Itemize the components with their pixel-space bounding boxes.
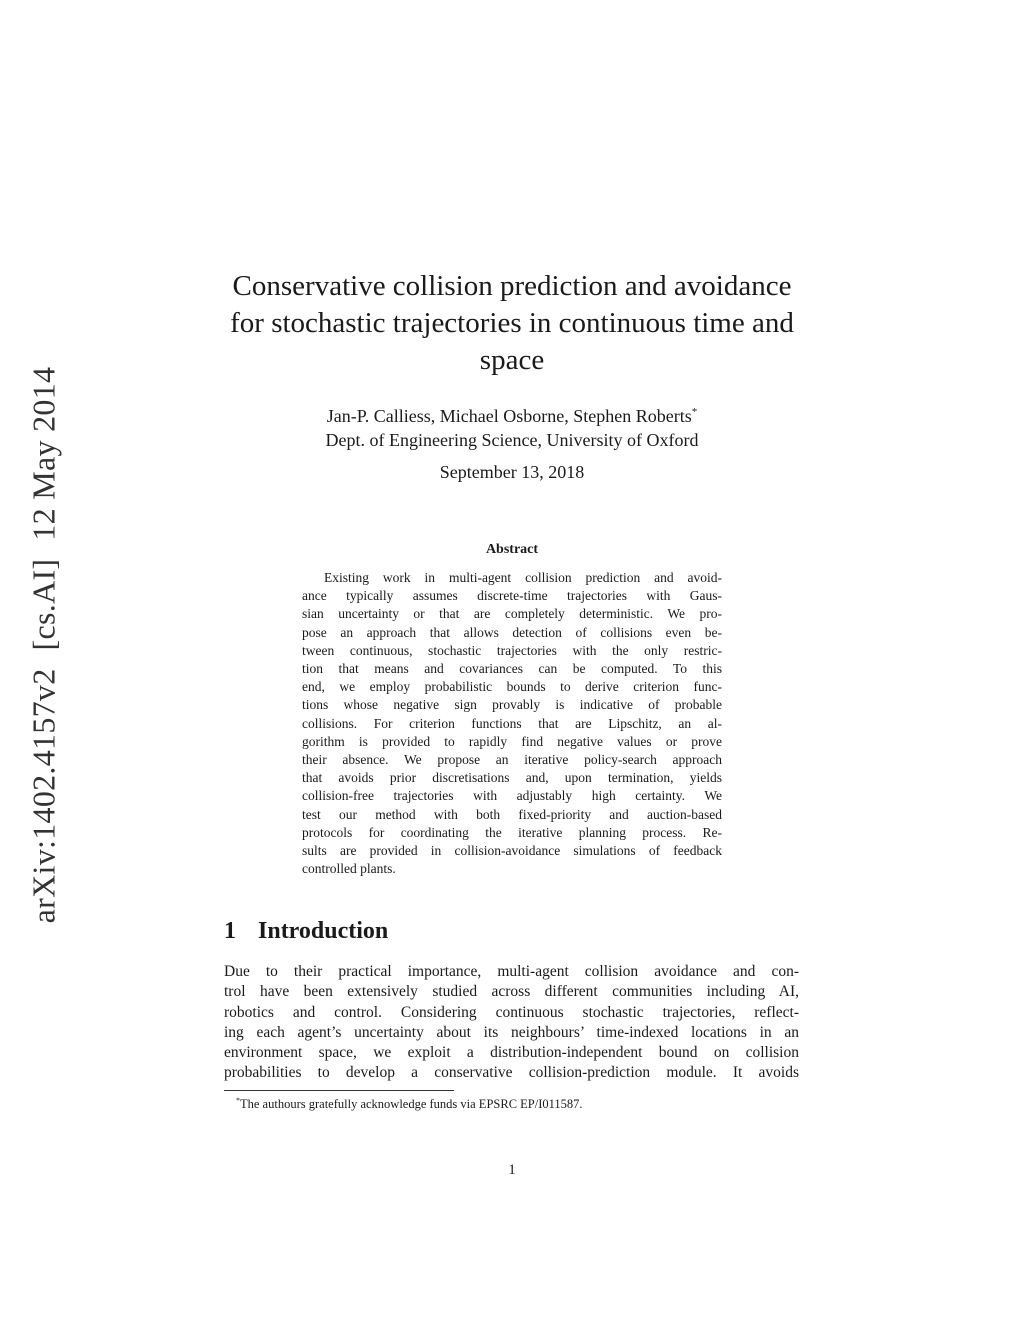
title-line: for stochastic trajectories in continuous time and <box>230 307 794 339</box>
abstract-line: controlled plants. <box>302 861 396 877</box>
page-number: 1 <box>508 1162 516 1178</box>
abstract-line: gorithm is provided to rapidly find negative values or prove <box>302 733 722 749</box>
abstract-line: pose an approach that allows detection of collisions even be- <box>302 624 722 640</box>
section-heading <box>224 918 388 945</box>
introduction-body <box>224 962 799 1084</box>
title-line: space <box>479 344 545 376</box>
author-affiliation: Dept. of Engineering Science, University of Oxford <box>325 430 699 450</box>
arxiv-id: arXiv:1402.4157v2 <box>25 668 62 924</box>
body-line: environment space, we exploit a distribution-independent bound on collision <box>224 1044 799 1062</box>
abstract-line: collision-free trajectories with adjustably high certainty. We <box>302 788 722 804</box>
section-number: 1 <box>224 918 236 944</box>
author-footnote-mark: * <box>691 406 698 418</box>
abstract-body <box>302 569 722 878</box>
abstract-line: protocols for coordinating the iterative planning process. Re- <box>302 824 722 840</box>
author-names-line <box>212 400 812 428</box>
abstract-line: sults are provided in collision-avoidance simulations of feedback <box>302 843 722 859</box>
abstract-line: end, we employ probabilistic bounds to derive criterion func- <box>302 679 722 695</box>
body-line: trol have been extensively studied across different communities including AI, <box>224 983 799 1001</box>
author-block <box>212 400 812 452</box>
abstract-line: tions whose negative sign provably is indicative of probable <box>302 697 722 713</box>
abstract-line: ance typically assumes discrete-time trajectories with Gaus- <box>302 588 722 604</box>
footnote-rule <box>224 1090 454 1091</box>
body-line: Due to their practical importance, multi-agent collision avoidance and con- <box>224 963 799 980</box>
abstract-line: collisions. For criterion functions that are Lipschitz, an al- <box>302 715 722 731</box>
arxiv-date: 12 May 2014 <box>25 366 62 541</box>
author-names: Jan-P. Calliess, Michael Osborne, Stephen Roberts <box>326 406 692 426</box>
abstract-line: sian uncertainty or that are completely deterministic. We pro- <box>302 606 722 622</box>
body-line: ing each agent’s uncertainty about its neighbours’ time-indexed locations in an <box>224 1023 799 1041</box>
footnote <box>236 1096 583 1112</box>
abstract-line: test our method with both fixed-priority and auction-based <box>302 806 722 822</box>
abstract-heading: Abstract <box>485 542 539 557</box>
paper-date: September 13, 2018 <box>439 462 585 482</box>
title-line: Conservative collision prediction and avoidance <box>232 270 792 302</box>
abstract-line: Existing work in multi-agent collision prediction and avoid- <box>324 570 722 585</box>
abstract-line: tion that means and covariances can be computed. To this <box>302 661 722 677</box>
body-line: probabilities to develop a conservative collision-prediction module. It avoids <box>224 1064 799 1082</box>
arxiv-identifier-stamp <box>26 367 63 924</box>
abstract-line: tween continuous, stochastic trajectories with the only restric- <box>302 642 722 658</box>
body-line: robotics and control. Considering continuous stochastic trajectories, reflect- <box>224 1003 799 1021</box>
abstract-line: their absence. We propose an iterative policy-search approach <box>302 752 722 768</box>
footnote-text: The authours gratefully acknowledge funds via EPSRC EP/I011587. <box>240 1097 583 1112</box>
arxiv-category: [cs.AI] <box>25 558 62 651</box>
section-title: Introduction <box>258 918 389 944</box>
paper-title <box>212 268 812 379</box>
footnote-mark: * <box>236 1096 240 1105</box>
abstract-line: that avoids prior discretisations and, upon termination, yields <box>302 770 722 786</box>
